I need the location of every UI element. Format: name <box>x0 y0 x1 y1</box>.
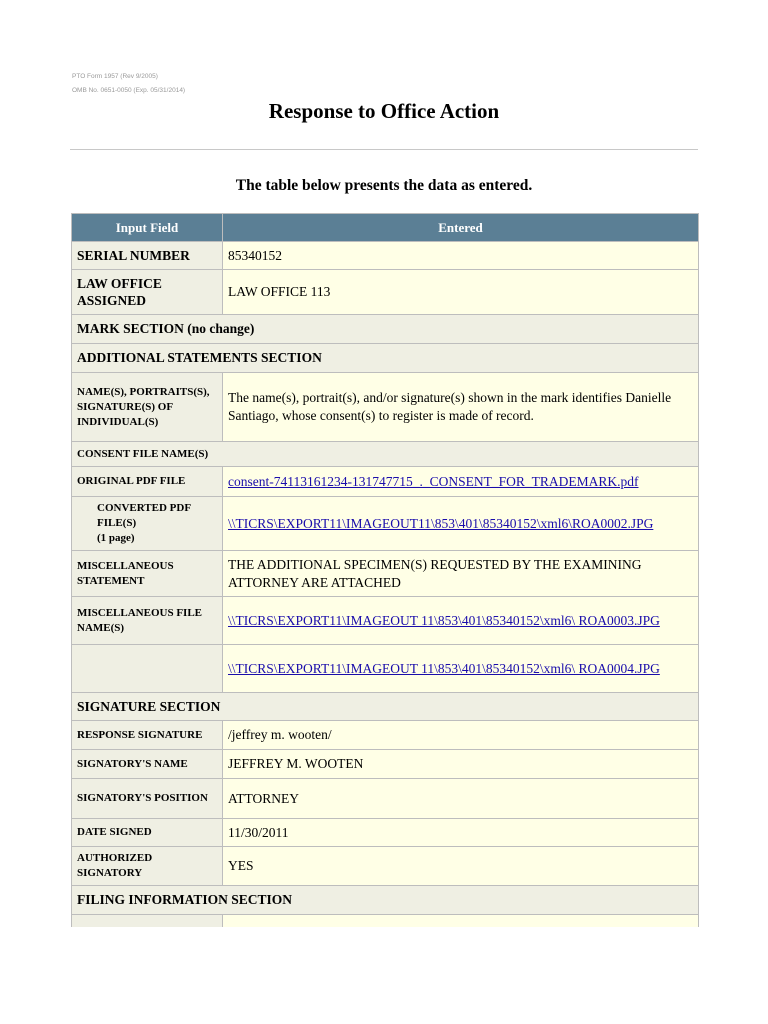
form-number: PTO Form 1957 (Rev 9/2005) <box>72 73 158 80</box>
table-row <box>72 819 699 847</box>
data-table <box>71 213 699 927</box>
table-row <box>72 551 699 597</box>
authorized-signatory-value: YES <box>223 847 699 886</box>
table-header-row <box>72 214 699 242</box>
names-portraits-label: NAME(S), PORTRAITS(S), SIGNATURE(S) OF INDIVIDUAL(S) <box>72 373 223 442</box>
consent-file-name-heading: CONSENT FILE NAME(S) <box>72 442 699 467</box>
table-row <box>72 915 699 927</box>
header-entered: Entered <box>223 214 699 242</box>
filing-information-heading: FILING INFORMATION SECTION <box>72 886 699 915</box>
misc-file-1-value <box>223 597 699 645</box>
converted-pdf-label <box>72 497 223 551</box>
table-row <box>72 750 699 779</box>
signature-section-heading: SIGNATURE SECTION <box>72 693 699 721</box>
omb-number: OMB No. 0651-0050 (Exp. 05/31/2014) <box>72 87 186 94</box>
divider <box>70 149 698 150</box>
additional-statements-heading: ADDITIONAL STATEMENTS SECTION <box>72 344 699 373</box>
misc-statement-label: MISCELLANEOUS STATEMENT <box>72 551 223 597</box>
section-row <box>72 886 699 915</box>
converted-pdf-link[interactable]: \\TICRS\EXPORT11\IMAGEOUT11\853\401\85340152\xml6\ROA0002.JPG <box>228 515 654 531</box>
converted-pdf-value <box>223 497 699 551</box>
misc-file-1-link[interactable]: \\TICRS\EXPORT11\IMAGEOUT 11\853\401\85340152\xml6\ ROA0003.JPG <box>228 612 660 628</box>
serial-number-value: 85340152 <box>223 242 699 270</box>
table-row <box>72 497 699 551</box>
misc-statement-value: THE ADDITIONAL SPECIMEN(S) REQUESTED BY THE EXAMINING ATTORNEY ARE ATTACHED <box>223 551 699 597</box>
original-pdf-value <box>223 467 699 497</box>
truncated-label-cell <box>72 915 223 927</box>
converted-pdf-label-text: CONVERTED PDF FILE(S) <box>97 502 191 529</box>
signatory-position-value: ATTORNEY <box>223 779 699 819</box>
table-row <box>72 721 699 750</box>
date-signed-value: 11/30/2011 <box>223 819 699 847</box>
response-signature-label: RESPONSE SIGNATURE <box>72 721 223 750</box>
misc-files-label: MISCELLANEOUS FILE NAME(S) <box>72 597 223 645</box>
original-pdf-label: ORIGINAL PDF FILE <box>72 467 223 497</box>
section-row <box>72 693 699 721</box>
table-row <box>72 373 699 442</box>
header-input-field: Input Field <box>72 214 223 242</box>
table-row <box>72 467 699 497</box>
page-title: Response to Office Action <box>268 99 500 123</box>
converted-pdf-pages: (1 page) <box>97 532 135 544</box>
names-portraits-value: The name(s), portrait(s), and/or signature(s) shown in the mark identifies Danielle Santiago, whose consent(s) to register is made of record. <box>223 373 699 442</box>
signatory-position-label: SIGNATORY'S POSITION <box>72 779 223 819</box>
mark-section-heading: MARK SECTION (no change) <box>72 315 699 344</box>
section-row <box>72 315 699 344</box>
authorized-signatory-label: AUTHORIZED SIGNATORY <box>72 847 223 886</box>
misc-file-2-link[interactable]: \\TICRS\EXPORT11\IMAGEOUT 11\853\401\85340152\xml6\ ROA0004.JPG <box>228 660 660 676</box>
law-office-label: LAW OFFICE ASSIGNED <box>72 270 223 315</box>
table-row <box>72 242 699 270</box>
form-meta <box>72 70 185 98</box>
signatory-name-label: SIGNATORY'S NAME <box>72 750 223 779</box>
signatory-name-value: JEFFREY M. WOOTEN <box>223 750 699 779</box>
table-row <box>72 779 699 819</box>
misc-files-empty-label <box>72 645 223 693</box>
table-row <box>72 847 699 886</box>
page-subtitle: The table below presents the data as entered. <box>235 177 533 194</box>
date-signed-label: DATE SIGNED <box>72 819 223 847</box>
truncated-value-cell <box>223 915 699 927</box>
table-row <box>72 442 699 467</box>
serial-number-label: SERIAL NUMBER <box>72 242 223 270</box>
section-row <box>72 344 699 373</box>
misc-file-2-value <box>223 645 699 693</box>
original-pdf-link[interactable]: consent-74113161234-131747715_._CONSENT_FOR_TRADEMARK.pdf <box>228 473 639 489</box>
table-row <box>72 597 699 645</box>
law-office-value: LAW OFFICE 113 <box>223 270 699 315</box>
response-signature-value: /jeffrey m. wooten/ <box>223 721 699 750</box>
table-row <box>72 645 699 693</box>
table-row <box>72 270 699 315</box>
